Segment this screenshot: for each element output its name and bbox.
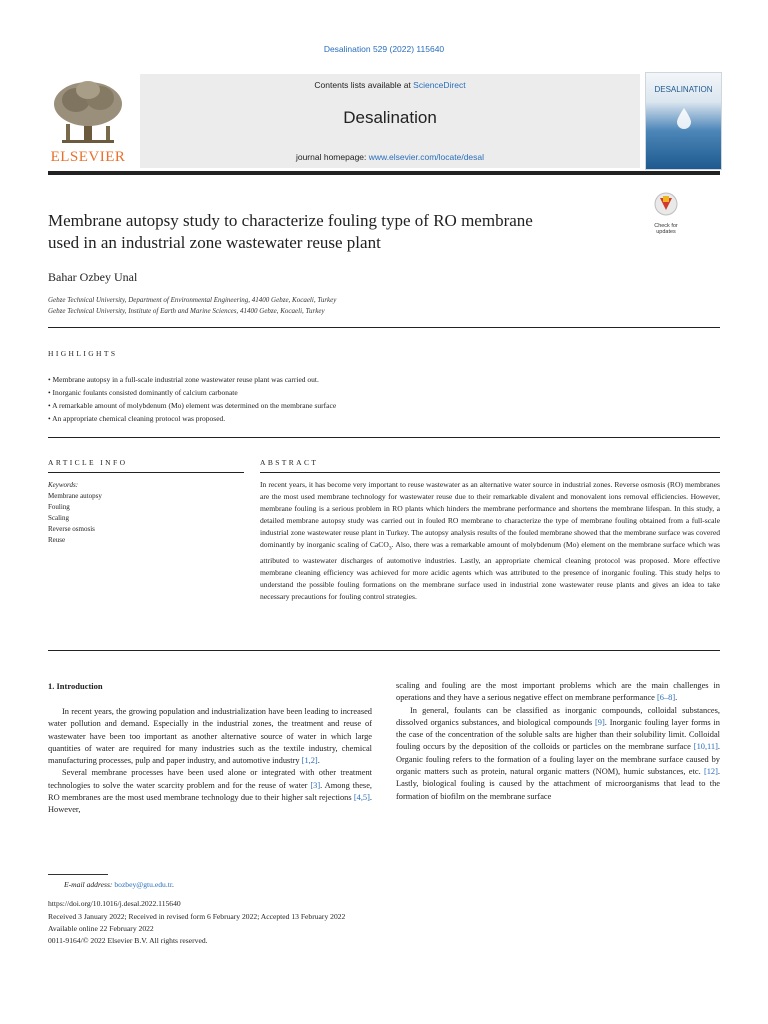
keyword[interactable]: Membrane autopsy bbox=[48, 492, 102, 500]
highlight-item: • A remarkable amount of molybdenum (Mo) element was determined on the membrane surface bbox=[48, 401, 337, 410]
check-for-updates-badge[interactable] bbox=[646, 192, 686, 235]
keyword[interactable]: Scaling bbox=[48, 514, 69, 522]
paragraph: In general, foulants can be classified as inorganic compounds, colloidal substances, dissolved organics substances, and biological compounds [9]. Inorganic fouling layer forms in the case of the concentration of the soluble salts are higher than their solubility limit. Colloidal fouling occurs by the deposition of the colloids or particles on the membrane surface [10,11]. Organic fouling refers to the formation of a fouling layer on the membrane surface caused by organic matters such as protein, natural organic matters (NOM), humic substances, etc. [12]. Lastly, biological fouling is caused by the attachment of microorganisms that lead to the formation of biofilm on the membrane surface bbox=[396, 705, 720, 801]
footnote-rule bbox=[48, 874, 108, 875]
keyword[interactable]: Reuse bbox=[48, 536, 66, 544]
sciencedirect-link[interactable]: ScienceDirect bbox=[413, 80, 466, 90]
tree-icon bbox=[48, 78, 128, 148]
highlights-heading: HIGHLIGHTS bbox=[48, 349, 118, 358]
reference-link[interactable]: [1,2] bbox=[301, 756, 318, 766]
check-updates-icon bbox=[646, 192, 686, 218]
highlight-item: • Inorganic foulants consisted dominantly of calcium carbonate bbox=[48, 388, 238, 397]
received-dates: Received 3 January 2022; Received in revised form 6 February 2022; Accepted 13 February 2022 bbox=[48, 912, 346, 921]
journal-cover[interactable] bbox=[645, 72, 722, 170]
email-line: E-mail address: bozbey@gtu.edu.tr. bbox=[64, 880, 174, 889]
water-drop-icon bbox=[676, 107, 692, 129]
abstract-heading: ABSTRACT bbox=[260, 458, 319, 467]
elsevier-logo[interactable] bbox=[48, 78, 128, 166]
divider bbox=[48, 327, 720, 328]
contents-prefix: Contents lists available at bbox=[314, 80, 414, 90]
homepage-link[interactable]: www.elsevier.com/locate/desal bbox=[368, 152, 485, 162]
masthead-rule bbox=[48, 171, 720, 175]
section-heading-introduction: 1. Introduction bbox=[48, 681, 103, 691]
paragraph: scaling and fouling are the most important problems which are the main challenges in operations and they have a serious negative effect on membrane performance [6–8]. bbox=[396, 681, 720, 703]
article-title bbox=[48, 210, 628, 254]
reference-link[interactable]: [12] bbox=[703, 767, 718, 777]
paragraph: Several membrane processes have been used alone or integrated with other treatment technologies to solve the water scarcity problem and for the reuse of water [3]. Among these, RO membranes are the most used membrane technology due to their higher salt rejections [4,5]. However, bbox=[48, 768, 373, 815]
journal-citation-link[interactable]: Desalination 529 (2022) 115640 bbox=[323, 44, 445, 54]
homepage-line bbox=[140, 152, 640, 162]
abstract-rule bbox=[260, 472, 720, 473]
keywords-label: Keywords: bbox=[48, 481, 79, 489]
affiliation-1: Gebze Technical University, Department of Environmental Engineering, 41400 Gebze, Kocaeli, Turkey bbox=[48, 296, 337, 304]
divider bbox=[48, 437, 720, 438]
title-line-1: Membrane autopsy study to characterize fouling type of RO membrane bbox=[48, 211, 533, 230]
abstract-text: In recent years, it has become very important to reuse wastewater as an alternative water source in industrial zones. Reverse osmosis (RO) membranes are the most used membrane technology for wastewater reuse due to their remarkable divalent and monovalent ions removal efficiencies. However, membrane fouling is a serious problem in RO plants which hinders the membrane performance and shortens the membrane lifespan. In this study, a detailed membrane autopsy study was carried out in fouled RO membrane to characterize the type of membrane fouling obtained from a full-scale industrial zone wastewater reuse plant in Turkey. The autopsy analysis results of the fouled membrane showed that the membrane surface was covered dominantly by inorganic scaling of CaCO$_3$. Also, there was a remarkable amount of molybdenum (Mo) element on the membrane surface which was attributed to wastewater discharges of automotive industries. Lastly, an appropriate chemical cleaning protocol was proposed. More effective membrane cleaning efficiency was achieved for more acidic agents which was attributed to the presence of inorganic fouling. This study helps to understand the possible fouling formations on the membrane surface used in industrial zone wastewater reuse plants and gives an idea to take necessary precautions for fouling control strategies. bbox=[260, 480, 720, 601]
reference-link[interactable]: [9] bbox=[595, 717, 605, 727]
cover-title: DESALINATION bbox=[654, 85, 713, 94]
reference-link[interactable]: [10,11] bbox=[693, 742, 718, 752]
title-line-2: used in an industrial zone wastewater reuse plant bbox=[48, 233, 381, 252]
highlight-item: • Membrane autopsy in a full-scale industrial zone wastewater reuse plant was carried out. bbox=[48, 375, 319, 384]
reference-link[interactable]: [6–8] bbox=[657, 693, 676, 703]
masthead-box bbox=[140, 74, 640, 168]
email-label: E-mail address: bbox=[64, 880, 115, 889]
check-updates-label: Check for updates bbox=[654, 223, 678, 235]
keyword[interactable]: Reverse osmosis bbox=[48, 525, 95, 533]
intro-left-column bbox=[48, 706, 372, 817]
publisher-name: ELSEVIER bbox=[50, 149, 126, 165]
reference-link[interactable]: [4,5] bbox=[353, 793, 370, 803]
paragraph: In recent years, the growing population and industrialization have been leading to increased water pollution and demand. Especially in the industrial zones, the treatment and reuse of wastewater have been too important as another alternative source of water in which large quantities of water are required for many industries such as the textile industry, chemical manufacturing processes, pulp and paper industry, and automotive industry [1,2]. bbox=[48, 707, 372, 766]
reference-link[interactable]: [3] bbox=[310, 780, 321, 790]
author-name[interactable]: Bahar Ozbey Unal bbox=[48, 270, 138, 284]
article-info-rule bbox=[48, 472, 244, 473]
affiliation-2: Gebze Technical University, Institute of Earth and Marine Sciences, 41400 Gebze, Kocaeli, Turkey bbox=[48, 307, 325, 315]
divider bbox=[48, 650, 720, 651]
intro-right-column bbox=[396, 680, 720, 803]
email-link[interactable]: bozbey@gtu.edu.tr bbox=[114, 880, 172, 889]
highlight-item: • An appropriate chemical cleaning protocol was proposed. bbox=[48, 414, 226, 423]
copyright: 0011-9164/© 2022 Elsevier B.V. All rights reserved. bbox=[48, 936, 208, 945]
journal-name: Desalination bbox=[343, 108, 437, 127]
contents-line bbox=[140, 80, 640, 90]
available-online: Available online 22 February 2022 bbox=[48, 924, 154, 933]
homepage-prefix: journal homepage: bbox=[295, 152, 369, 162]
article-info-heading: ARTICLE INFO bbox=[48, 458, 128, 467]
doi-link[interactable]: https://doi.org/10.1016/j.desal.2022.115640 bbox=[48, 899, 181, 908]
keyword[interactable]: Fouling bbox=[48, 503, 70, 511]
